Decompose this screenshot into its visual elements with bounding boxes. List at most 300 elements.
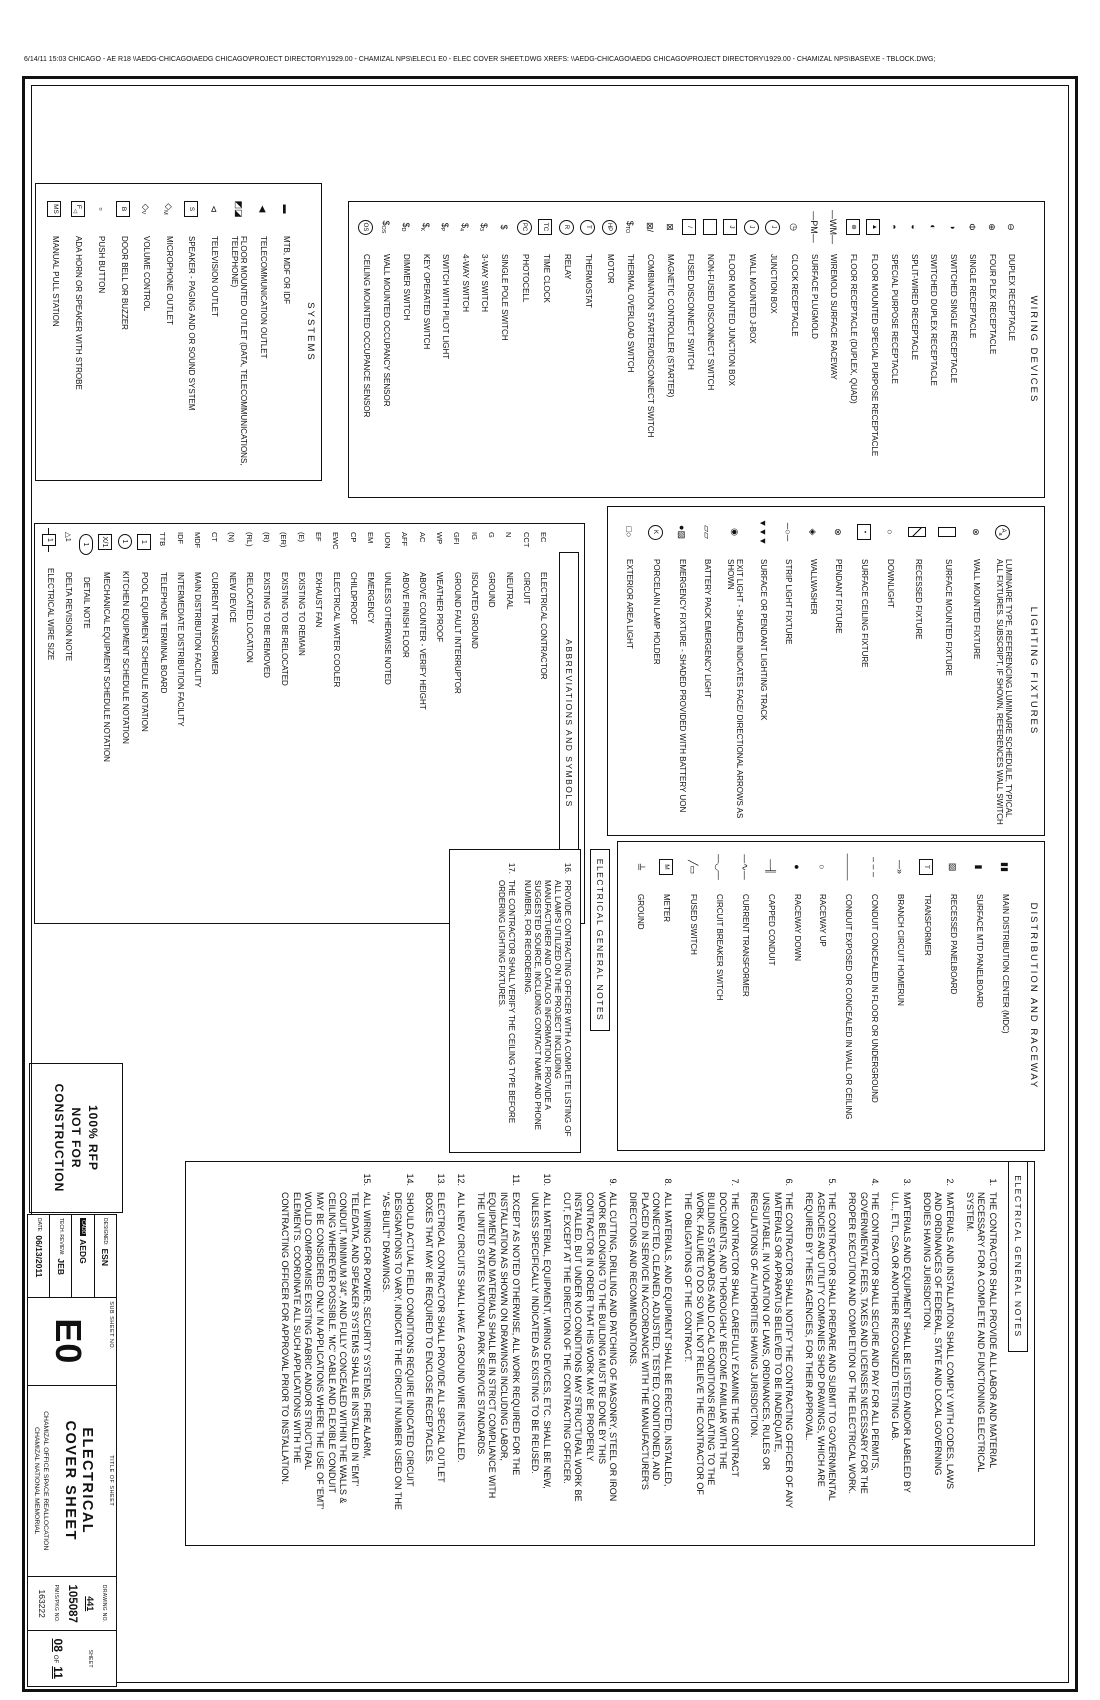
abbreviation-code: 1 <box>42 534 56 546</box>
legend-label: EXIT LIGHT - SHADED INDICATES FACE/ DIRECTIONAL ARROWS AS SHOWN <box>726 559 745 819</box>
abbreviation-item <box>79 524 93 923</box>
abbreviation-code: UON <box>383 532 393 549</box>
legend-item <box>1004 202 1017 497</box>
note-text: THE CONTRACTOR SHALL CAREFULLY EXAMINE THE CONTRACT DOCUMENTS, AND THOROUGHLY BECOME FAMILIAR WITH THE BUILDING STANDARDS AND LOCAL CONDITIONS RELATING TO THE WORK. FAILURE TO DO SO WILL NOT RELIEVE THE CONTRACTOR OF THE OBLIGATIONS OF THE CONTRACT. <box>682 1192 740 1495</box>
abbreviation-item <box>225 524 237 923</box>
legend-item <box>497 202 510 497</box>
designed-row <box>94 1215 116 1297</box>
abbreviation-code: (N) <box>227 532 237 543</box>
note-text: ALL CUTTING, DRILLING AND PATCHING OF MASONRY, STEEL OR IRON WORK BELONGING TO THE BUILDING MUST BE DONE BY THIS CONTRACTOR IN ORDER THAT HIS WORK MAY BE PROPERLY INSTALLED, BUT UNDER NO CONDITIONS MAY STRUCTURAL WORK BE CUT, EXCEPT AT THE DIRECTION OF THE CONTRACTING OFFICER. <box>561 1192 619 1502</box>
legend-item <box>972 842 985 1150</box>
legend-item <box>47 184 61 480</box>
legend-item <box>419 202 432 497</box>
abbreviation-code: X/1 <box>98 534 112 550</box>
abbreviation-meaning: NEW DEVICE <box>227 572 237 623</box>
abbreviation-code: IG <box>469 532 479 540</box>
legend-item <box>969 507 982 835</box>
drawing-number-cell <box>28 1577 116 1632</box>
legend-symbol-icon: OS <box>358 208 373 246</box>
pkg-number-label: PMIS/PKG NO. <box>53 1584 60 1623</box>
note-number: 3. <box>901 1178 912 1186</box>
legend-symbol-icon: ▫ <box>95 207 106 211</box>
legend-symbol-icon: J <box>744 208 759 246</box>
legend-item <box>998 842 1011 1150</box>
legend-symbol-icon: T <box>919 848 933 886</box>
note-text: ALL MATERIALS, AND EQUIPMENT SHALL BE ERECTED, INSTALLED, CONNECTED, CLEANED, ADJUSTED, TESTED, CONDITIONED, AND PLACED IN SERVICE IN ACCORDANCE WITH THE MANUFACTURER'S DIRECTIONS AND RECOMMENDATIONS. <box>628 1192 674 1490</box>
legend-symbol-icon: —PM— <box>808 211 819 243</box>
legend-symbol-icon: ▲ <box>866 208 880 246</box>
legend-item <box>867 842 880 1150</box>
abbreviation-meaning: RELOCATED LOCATION <box>245 572 255 663</box>
legend-label: TIME CLOCK <box>541 254 551 303</box>
legend-symbol-icon: MS <box>47 190 61 228</box>
legend-item <box>738 842 751 1150</box>
legend-symbol-icon: $ P <box>438 222 451 232</box>
legend-item <box>725 507 743 835</box>
legend-symbol-icon: $ D <box>399 222 412 232</box>
abbreviation-meaning: ELECTRICAL WIRE SIZE <box>45 568 55 661</box>
note-item <box>474 1170 521 1537</box>
legend-symbol-icon: HP <box>602 208 617 246</box>
abbreviation-item <box>260 524 272 923</box>
abbreviation-meaning: ELECTRICAL WATER COOLER <box>331 572 341 688</box>
sheet-number: 08 OF 11 <box>51 1638 66 1679</box>
note-text: THE CONTRACTOR SHALL NOTIFY THE CONTRACTING OFFICER OF ANY MATERIALS OR APPARATUS BELIEVED TO BE INADEQUATE, UNSUITABLE, IN VIOLATION OF LAWS, ORDINANCES, RULES OR REGULATIONS OF AUTHORITIES HAVING JURISDICTION. <box>749 1192 795 1509</box>
legend-item <box>139 184 152 480</box>
sheet-number-label: SHEET <box>86 1649 93 1668</box>
abbreviation-item <box>208 524 220 923</box>
legend-item <box>438 202 451 497</box>
cadd-label: CADD <box>80 1220 87 1235</box>
sub-sheet-label: SUB SHEET NO. <box>108 1301 114 1351</box>
legend-item <box>883 507 896 835</box>
legend-item <box>994 507 1012 835</box>
note-text: THE CONTRACTOR SHALL VERIFY THE CEILING TYPE BEFORE ORDERING LIGHTING FIXTURES. <box>497 880 516 1124</box>
legend-label: RACEWAY DOWN <box>792 894 802 961</box>
legend-item <box>700 507 713 835</box>
abbreviation-code: (R) <box>262 532 272 543</box>
legend-label: WALL MOUNTED OCCUPANCY SENSOR <box>382 254 392 407</box>
systems-list <box>36 184 303 480</box>
note-number: 5. <box>827 1178 838 1186</box>
sheet-number-cell <box>28 1631 116 1686</box>
drawing-sheet <box>22 76 1078 1692</box>
legend-label: MANUAL PULL STATION <box>50 236 60 327</box>
abbreviation-meaning: EXHAUST FAN <box>314 572 324 628</box>
legend-item <box>633 842 646 1150</box>
legend-label: FLOOR MOUNTED SPECIAL PURPOSE RECEPTACLE <box>869 254 879 457</box>
abbreviation-meaning: EXISTING TO BE RELOCATED <box>279 572 289 686</box>
legend-label: RELAY <box>562 254 572 280</box>
legend-label: TELECOMMUNICATION OUTLET <box>259 236 269 359</box>
legend-label: RECESSED PANELBOARD <box>949 894 959 995</box>
section-distribution-raceway <box>617 841 1045 1151</box>
legend-symbol-icon <box>908 513 926 551</box>
legend-symbol-icon: ▱▱ <box>702 525 713 539</box>
note-text: ELECTRICAL CONTRACTOR SHALL PROVIDE ALL SPECIAL OUTLET BOXES THAT MAY BE REQUIRED TO ENCLOSE RECEPTACLES. <box>424 1192 447 1483</box>
general-notes-list <box>186 1162 1006 1545</box>
legend-symbol-icon: ▮▮ <box>1000 862 1011 872</box>
legend-symbol-icon: R <box>559 208 574 246</box>
legend-label: SURFACE PLUGMOLD <box>809 254 819 339</box>
legend-symbol-icon: $ <box>498 224 509 230</box>
legend-label: BRANCH CIRCUIT HOMERUN <box>896 894 906 1006</box>
date-value: 06/13/2011 <box>33 1235 44 1278</box>
legend-item <box>686 842 699 1150</box>
legend-item <box>358 202 373 497</box>
abbreviation-meaning: NEUTRAL <box>504 572 514 610</box>
abbreviation-code: (RL) <box>244 532 254 547</box>
note-text: THE CONTRACTOR SHALL PREPARE AND SUBMIT TO GOVERNMENTAL AGENCIES AND UTILITY COMPANIES SHOP DRAWINGS, WHICH ARE REQUIRED BY THESE AGENCIES, FOR THEIR APPROVAL. <box>804 1192 838 1501</box>
legend-item <box>559 202 574 497</box>
legend-symbol-icon: M <box>659 848 673 886</box>
abbreviation-item <box>137 524 151 923</box>
legend-symbol-icon: $ 4 <box>458 222 470 232</box>
legend-symbol-icon: ⊠/ <box>645 221 656 233</box>
legend-label: CLOCK RECEPTACLE <box>790 254 800 337</box>
sheet-title-cell <box>28 1386 116 1577</box>
legend-symbol-icon: ⊕ <box>986 223 997 231</box>
abbreviation-item <box>433 524 445 923</box>
abbreviation-meaning: EXISTING TO REMAIN <box>296 572 306 656</box>
designed-value: ESN <box>100 1248 111 1266</box>
legend-item <box>703 202 717 497</box>
legend-item <box>623 202 636 497</box>
note-item <box>454 1170 466 1537</box>
legend-item <box>279 184 292 480</box>
abbreviation-meaning: DETAIL NOTE <box>82 577 92 629</box>
abbreviation-code: EWC <box>331 532 341 550</box>
stamp-line: 100% RFP <box>86 1104 100 1172</box>
abbreviation-meaning: ABOVE COUNTER - VERIFY HEIGHT <box>418 572 428 710</box>
sheet-wrap <box>22 76 1078 1692</box>
legend-label: WALLWASHER <box>809 559 819 615</box>
legend-label: SWITCH WITH PILOT LIGHT <box>441 254 451 360</box>
legend-label: PENDANT FIXTURE <box>834 559 844 634</box>
legend-item <box>723 202 737 497</box>
legend-symbol-icon: ○ <box>884 529 895 535</box>
legend-symbol-icon: ●▨ <box>676 525 687 539</box>
section-systems <box>35 183 322 481</box>
project-name: CHAMIZAL OFFICE SPACE REALLOCATION CHAMIZAL NATIONAL MEMORIAL <box>32 1411 49 1551</box>
legend-item <box>643 202 656 497</box>
legend-symbol-icon: ◇ V <box>139 203 152 215</box>
legend-item <box>602 202 617 497</box>
abbreviation-code: 1 <box>79 534 93 555</box>
legend-symbol-icon: ◈ <box>808 528 819 536</box>
abbreviation-code: △1 <box>63 532 73 542</box>
note-number: 11. <box>510 1174 521 1186</box>
legend-label: SPECIAL PURPOSE RECEPTACLE <box>889 254 899 384</box>
note-item <box>963 1170 998 1537</box>
legend-label: DOWNLIGHT <box>885 559 895 608</box>
note-number: 7. <box>729 1178 740 1186</box>
legend-symbol-icon: —◡— <box>713 854 724 880</box>
note-item <box>889 1170 912 1537</box>
legend-symbol-icon: $ K <box>419 222 431 232</box>
legend-symbol-icon: B <box>116 190 130 228</box>
legend-label: SURFACE MTD PANELBOARD <box>975 894 985 1008</box>
legend-item <box>908 507 926 835</box>
note-item <box>423 1170 446 1537</box>
stamp-line: CONSTRUCTION <box>52 1083 66 1193</box>
legend-label: SWITCHED SINGLE RECEPTACLE <box>948 254 958 384</box>
legend-label: TELEVISION OUTLET <box>210 236 220 317</box>
legend-symbol-icon <box>703 208 717 246</box>
note-item <box>920 1170 955 1537</box>
legend-item <box>985 202 998 497</box>
legend-symbol-icon: / <box>682 208 696 246</box>
legend-label: MTB, MDF OR IDF <box>281 236 291 304</box>
abbreviation-code: 1 <box>118 534 132 549</box>
date-row <box>28 1215 49 1297</box>
legend-item <box>946 842 959 1150</box>
legend-label: CIRCUIT BREAKER SWITCH <box>714 894 724 1001</box>
legend-item <box>207 184 220 480</box>
legend-label: CAPPED CONDUIT <box>766 894 776 966</box>
legend-item <box>257 184 270 480</box>
legend-item <box>887 202 900 497</box>
legend-symbol-icon: Φ <box>967 223 978 231</box>
legend-symbol-icon: ⊗ <box>833 528 844 536</box>
abbreviation-meaning: GROUND <box>487 572 497 608</box>
cadd-value: AEDG <box>78 1239 89 1264</box>
note-item <box>522 858 572 1144</box>
abbreviation-meaning: MAIN DISTRIBUTION FACILITY <box>193 572 203 688</box>
legend-label: CEILING MOUNTED OCCUPANCE SENSOR <box>361 254 371 418</box>
abbreviation-meaning: DELTA REVISION NOTE <box>64 572 74 662</box>
legend-item <box>846 202 860 497</box>
abbreviation-meaning: EMERGENCY <box>366 572 376 624</box>
section-general-notes-cont <box>449 849 581 1153</box>
legend-symbol-icon: F ◁ <box>71 190 85 228</box>
legend-label: PUSH BUTTON <box>96 236 106 294</box>
abbreviation-code: AC <box>417 532 427 543</box>
legend-label: GROUND <box>635 894 645 930</box>
abbreviation-item <box>364 524 376 923</box>
legend-symbol-icon: ◷ <box>789 223 800 231</box>
abbreviation-code: G <box>486 532 496 538</box>
legend-label: KEY OPERATED SWITCH <box>421 254 431 350</box>
legend-label: SINGLE RECEPTACLE <box>968 254 978 339</box>
legend-symbol-icon: S <box>184 190 198 228</box>
abbreviation-item <box>398 524 410 923</box>
legend-label: CONDUIT CONCEALED IN FLOOR OR UNDERGROUND <box>870 894 880 1103</box>
legend-label: SURFACE MOUNTED FIXTURE <box>943 559 953 676</box>
abbreviation-item <box>98 524 112 923</box>
legend-label: DUPLEX RECEPTACLE <box>1007 254 1017 341</box>
legend-symbol-icon: ○ <box>817 864 828 870</box>
legend-symbol-icon: —WM— <box>828 210 839 244</box>
legend-symbol-icon: ⊲ <box>209 205 220 213</box>
legend-label: SURFACE CEILING FIXTURE <box>860 559 870 668</box>
abbreviation-item <box>173 524 185 923</box>
legend-item <box>841 842 854 1150</box>
legend-symbol-icon: TC <box>538 208 552 246</box>
legend-item <box>71 184 85 480</box>
abbreviation-meaning: EXISTING TO BE REMOVED <box>262 572 272 678</box>
legend-item <box>682 202 696 497</box>
abbreviation-meaning: TELEPHONE TERMINAL BOARD <box>158 572 168 694</box>
legend-item <box>744 202 759 497</box>
legend-label: CURRENT TRANSFORMER <box>740 894 750 997</box>
general-notes-cont-list <box>450 850 580 1152</box>
abbreviation-item <box>156 524 168 923</box>
abbreviation-code: EM <box>365 532 375 544</box>
legend-item <box>787 202 800 497</box>
abbreviation-code: IDF <box>175 532 185 545</box>
tech-review-row <box>49 1215 71 1297</box>
note-number: 9. <box>608 1178 619 1186</box>
note-number: 6. <box>784 1178 795 1186</box>
abbreviation-item <box>416 524 428 923</box>
legend-symbol-icon: ▼▼▼ <box>757 518 768 546</box>
abbreviation-item <box>346 524 358 923</box>
rfp-stamp <box>29 1063 123 1213</box>
legend-item <box>229 184 247 480</box>
legend-symbol-icon: K <box>648 513 663 551</box>
distribution-list <box>618 842 1026 1150</box>
legend-symbol-icon: $ TO <box>623 220 636 234</box>
note-number: 10. <box>542 1173 552 1186</box>
note-number: 4. <box>870 1178 881 1186</box>
drawing-number: 105087 <box>66 1584 79 1623</box>
legend-item <box>94 184 107 480</box>
legend-label: FOUR PLEX RECEPTACLE <box>987 254 997 355</box>
note-item <box>626 1170 673 1537</box>
legend-item <box>926 202 939 497</box>
legend-label: THERMAL OVERLOAD SWITCH <box>626 254 636 373</box>
legend-label: THERMOSTAT <box>584 254 594 308</box>
abbreviation-meaning: KITCHEN EQUIPMENT SCHEDULE NOTATION <box>120 571 130 744</box>
abbreviation-code: WP <box>435 532 445 545</box>
abbreviation-meaning: CURRENT TRANSFORMER <box>210 572 220 675</box>
legend-label: 3-WAY SWITCH <box>480 254 490 313</box>
note-number: 12. <box>455 1173 466 1186</box>
drawing-number-label: DRAWING NO. <box>101 1584 108 1623</box>
legend-symbol-icon: ◩◪ <box>233 200 244 218</box>
wiring-devices-list <box>349 202 1026 497</box>
section-title: WIRING DEVICES <box>1028 295 1039 404</box>
legend-item <box>866 202 880 497</box>
legend-label: MAGNETIC CONTROLLER (STARTER) <box>665 254 675 398</box>
legend-symbol-icon: T <box>580 208 595 246</box>
sub-sheet-cell <box>28 1298 116 1385</box>
abbreviation-code: CT <box>210 532 220 542</box>
legend-item <box>538 202 552 497</box>
legend-label: PHOTOCELL <box>520 254 530 303</box>
legend-symbol-icon: ——— <box>843 853 854 881</box>
legend-item <box>380 202 393 497</box>
note-item <box>802 1170 837 1537</box>
abbreviation-meaning: ISOLATED GROUND <box>469 572 479 649</box>
legend-label: ADA HORN OR SPEAKER WITH STROBE <box>74 236 84 390</box>
legend-item <box>831 507 844 835</box>
legend-label: DIMMER SWITCH <box>402 254 412 321</box>
legend-label: SPLIT-WIRED RECEPTACLE <box>909 254 919 361</box>
note-text: THE CONTRACTOR SHALL SECURE AND PAY FOR ALL PERMITS, GOVERNMENTAL FEES, TAXES AND LICENSES NECESSARY FOR THE PROPER EXECUTION AND COMPLETION OF THE ELECTRICAL WORK. <box>847 1192 881 1495</box>
legend-symbol-icon: ╧ <box>634 863 645 871</box>
legend-label: CONDUIT EXPOSED OR CONCEALED IN WALL OR CEILING <box>844 894 854 1120</box>
legend-item <box>893 842 906 1150</box>
legend-label: SPEAKER - PAGING AND OR SOUND SYSTEM <box>187 236 197 411</box>
note-number: 17. <box>507 862 516 874</box>
legend-item <box>756 507 769 835</box>
abbreviation-meaning: ABOVE FINISH FLOOR <box>400 572 410 658</box>
legend-label: PORCELAIN LAMP HOLDER <box>651 559 661 665</box>
abbreviation-meaning: WEATHER PROOF <box>435 572 445 643</box>
legend-item <box>781 507 794 835</box>
abbreviation-item <box>329 524 341 923</box>
legend-label: FLOOR MOUNTED OUTLET (DATA, TELECOMMUNICATIONS, TELEPHONE) <box>230 236 249 466</box>
general-notes-title: ELECTRICAL GENERAL NOTES <box>1008 1162 1028 1352</box>
legend-item <box>946 202 959 497</box>
legend-label: RECESSED FIXTURE <box>913 559 923 640</box>
abbreviation-code: 1 <box>137 534 151 550</box>
abbreviation-item <box>312 524 324 923</box>
legend-symbol-icon: ● <box>791 864 802 870</box>
legend-label: COMBINATION STARTER/DISCONNECT SWITCH <box>646 254 655 438</box>
legend-symbol-icon: ◓ <box>888 224 899 230</box>
legend-label: EXTERIOR AREA LIGHT <box>625 559 635 649</box>
legend-item <box>399 202 412 497</box>
legend-symbol-icon: • <box>857 513 871 551</box>
legend-item <box>765 202 780 497</box>
legend-label: TRANSFORMER <box>922 894 932 956</box>
legend-item <box>116 184 130 480</box>
legend-symbol-icon: J <box>723 208 737 246</box>
section-title: DISTRIBUTION AND RACEWAY <box>1028 902 1039 1090</box>
stamp-line: NOT FOR <box>69 1107 83 1169</box>
note-item <box>380 1170 415 1537</box>
legend-item <box>816 842 829 1150</box>
date-label: DATE: <box>35 1218 42 1233</box>
abbreviation-meaning: CIRCUIT <box>521 572 531 605</box>
note-item <box>845 1170 880 1537</box>
note-item <box>496 858 516 1144</box>
legend-item <box>162 184 175 480</box>
note-item <box>278 1170 372 1537</box>
lighting-fixtures-list <box>608 507 1026 835</box>
abbreviation-code: TTB <box>158 532 168 547</box>
legend-symbol-icon: ◑ <box>947 224 958 230</box>
designed-label: DESIGNED: <box>102 1218 109 1246</box>
section-general-notes <box>185 1161 1035 1546</box>
note-item <box>560 1170 618 1537</box>
abbreviation-meaning: GROUND FAULT INTERRUPTOR <box>452 572 462 694</box>
abbreviation-meaning: ELECTRICAL CONTRACTOR <box>539 572 549 680</box>
legend-item <box>826 202 839 497</box>
legend-label: METER <box>662 894 672 922</box>
legend-label: VOLUME CONTROL <box>142 236 152 312</box>
note-item <box>748 1170 795 1537</box>
legend-symbol-icon: ◇ M <box>162 203 174 215</box>
title-block <box>27 1214 117 1687</box>
legend-symbol-icon: —» <box>895 859 906 874</box>
legend-symbol-icon: $ OS <box>380 220 392 234</box>
legend-item <box>580 202 595 497</box>
note-text: EXCEPT AS NOTED OTHERWISE, ALL WORK REQUIRED FOR THE INSTALLATION AS SHOWN ON DRAWINGS INCLUDING LABOR, EQUIPMENT AND MATERIALS SHALL BE IN STRICT COMPLIANCE WITH THE UNITED STATES NATIONAL PARK SERVICE STANDARDS. <box>475 1192 521 1499</box>
legend-symbol-icon: ▮ <box>974 864 985 870</box>
note-number: 14. <box>404 1173 415 1186</box>
sheet-title: ELECTRICAL COVER SHEET <box>62 1420 95 1541</box>
legend-label: WIREMOLD SURFACE RACEWAY <box>829 254 839 380</box>
legend-item <box>675 507 688 835</box>
note-text: SHOULD ACTUAL FIELD CONDITIONS REQUIRE INDICATED CIRCUIT DESIGNATIONS TO VARY, INDICATE THE CIRCUIT NUMBER USED ON THE "AS-BUILT" DRAWINGS. <box>381 1192 415 1510</box>
pkg-number: 163222 <box>36 1589 47 1618</box>
legend-item <box>648 507 663 835</box>
note-text: ALL MATERIAL, EQUIPMENT, WIRING DEVICES, ETC. SHALL BE NEW, UNLESS SPECIFICALLY INDICATED AS EXISTING TO BE REUSED. <box>530 1192 552 1489</box>
